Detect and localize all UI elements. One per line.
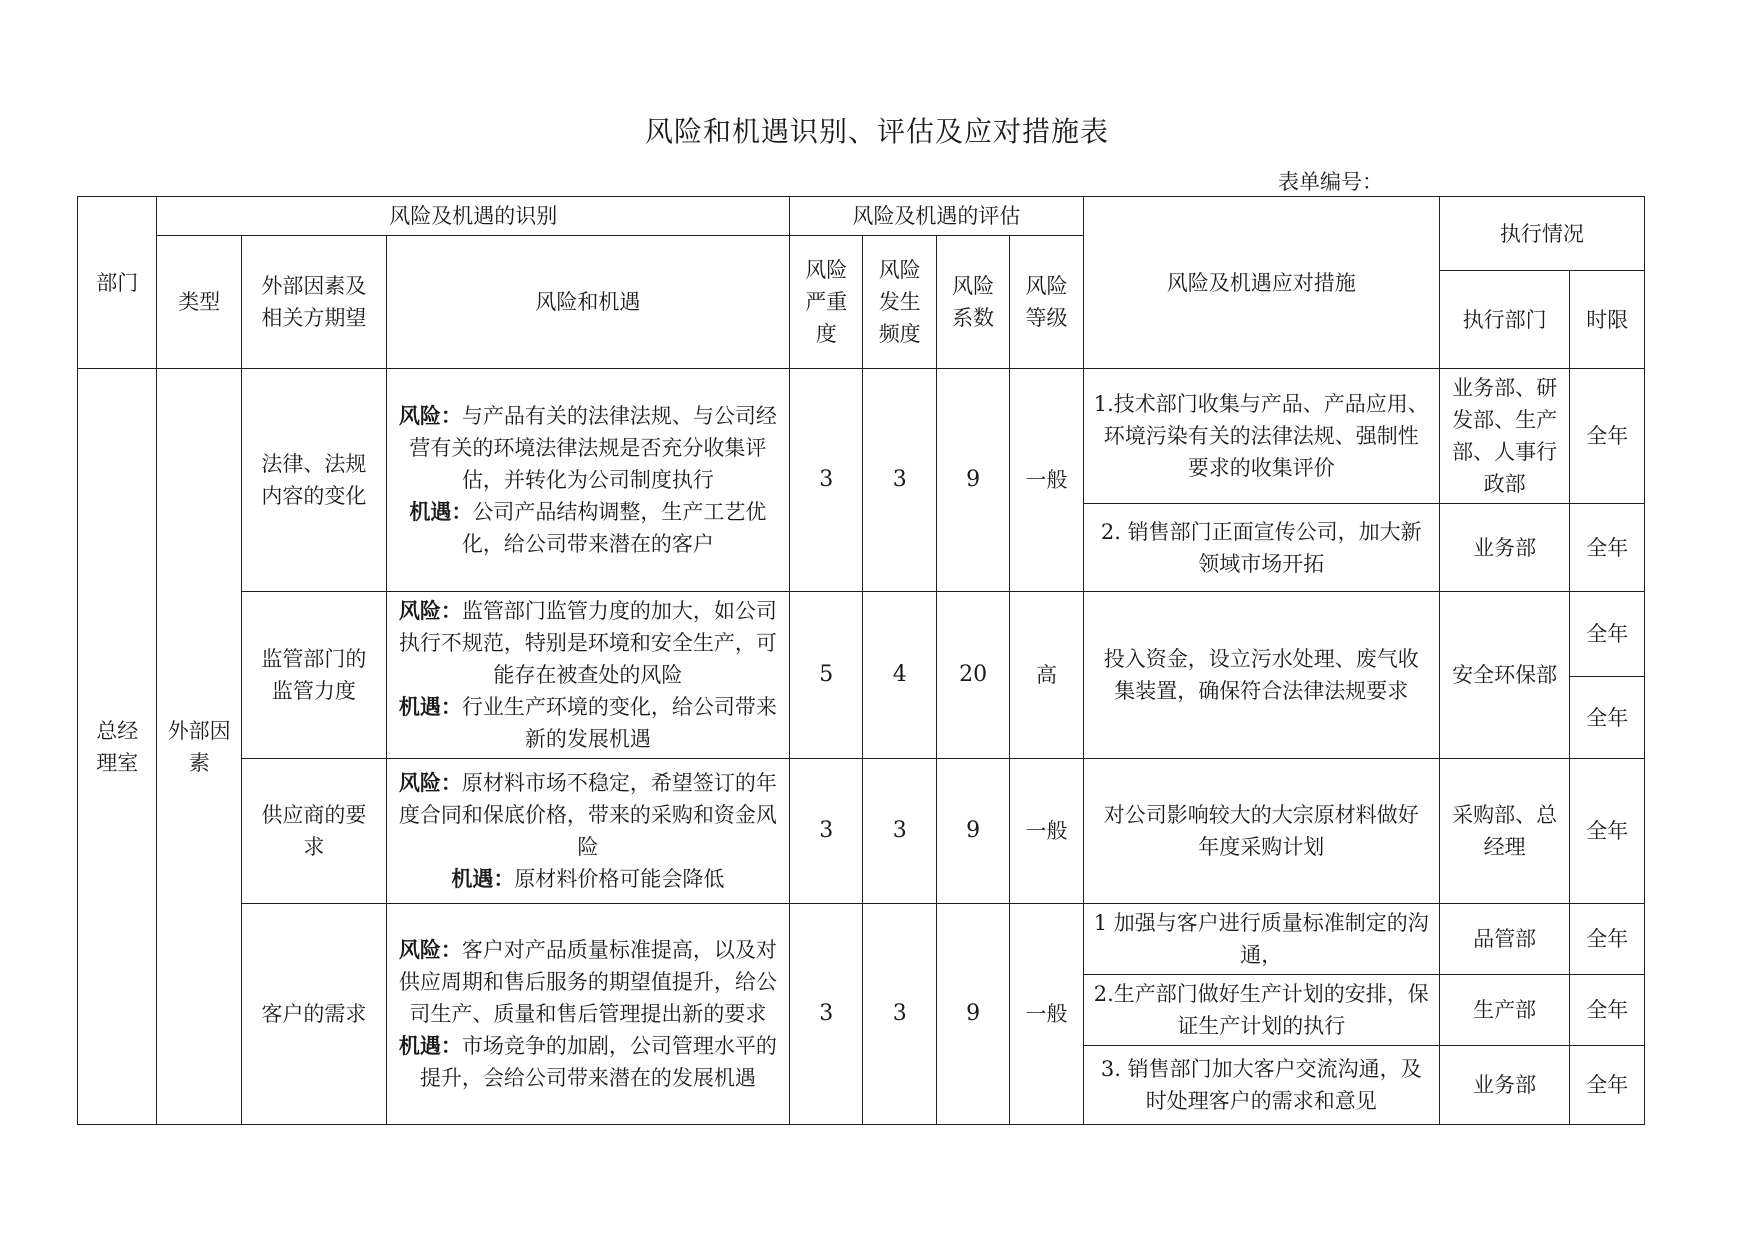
department-cell: 总经理室: [78, 369, 157, 1125]
deadline-cell: 全年: [1570, 592, 1645, 677]
factor-cell: 法律、法规内容的变化: [241, 369, 386, 592]
opportunity-label: 机遇：: [398, 694, 462, 719]
measure-cell: 2.生产部门做好生产计划的安排，保证生产计划的执行: [1083, 975, 1439, 1046]
severity-cell: 3: [790, 759, 863, 904]
risk-opportunity-cell: [386, 369, 789, 592]
severity-cell: 5: [790, 592, 863, 759]
deadline-cell: 全年: [1570, 504, 1645, 592]
level-cell: 高: [1010, 592, 1083, 759]
exec-dept-cell: 生产部: [1439, 975, 1570, 1046]
frequency-cell: 4: [863, 592, 936, 759]
header-external-factors: 外部因素及相关方期望: [241, 236, 386, 369]
document-title: 风险和机遇识别、评估及应对措施表: [644, 115, 1109, 148]
measure-cell: 3. 销售部门加大客户交流沟通，及时处理客户的需求和意见: [1083, 1046, 1439, 1125]
frequency-cell: 3: [863, 904, 936, 1125]
header-exec-dept: 执行部门: [1439, 271, 1570, 369]
measure-cell: 1 加强与客户进行质量标准制定的沟通，: [1083, 904, 1439, 975]
header-row-1: [78, 197, 1645, 236]
frequency-cell: 3: [863, 759, 936, 904]
deadline-cell: 全年: [1570, 904, 1645, 975]
opportunity-text: 公司产品结构调整，生产工艺优化，给公司带来潜在的客户: [461, 500, 767, 556]
table-row: [78, 369, 1645, 504]
exec-dept-cell: 业务部: [1439, 504, 1570, 592]
deadline-cell: 全年: [1570, 677, 1645, 759]
risk-text: 监管部门监管力度的加大，如公司执行不规范，特别是环境和安全生产，可能存在被查处的风险: [398, 599, 777, 687]
opportunity-text: 原材料价格可能会降低: [514, 867, 725, 891]
level-cell: 一般: [1010, 904, 1083, 1125]
risk-label: 风险：: [398, 937, 462, 962]
measure-cell: 投入资金，设立污水处理、废气收集装置，确保符合法律法规要求: [1083, 592, 1439, 759]
risk-text: 客户对产品质量标准提高，以及对供应周期和售后服务的期望值提升，给公司生产、质量和售后管理提出新的要求: [398, 938, 777, 1026]
risk-opportunity-table: [77, 196, 1645, 1125]
header-risk-opportunity: 风险和机遇: [386, 236, 789, 369]
risk-text: 与产品有关的法律法规、与公司经营有关的环境法律法规是否充分收集评估，并转化为公司制度执行: [409, 404, 777, 492]
opportunity-label: 机遇：: [451, 866, 515, 891]
deadline-cell: 全年: [1570, 369, 1645, 504]
table-row: [78, 904, 1645, 975]
risk-text: 原材料市场不稳定，希望签订的年度合同和保底价格，带来的采购和资金风险: [398, 771, 777, 859]
level-cell: 一般: [1010, 369, 1083, 592]
header-identification: 风险及机遇的识别: [157, 197, 790, 236]
risk-opportunity-cell: [386, 759, 789, 904]
coefficient-cell: 9: [936, 369, 1009, 592]
risk-label: 风险：: [398, 598, 462, 623]
deadline-cell: 全年: [1570, 975, 1645, 1046]
header-measures: 风险及机遇应对措施: [1083, 197, 1439, 369]
factor-cell: 监管部门的监管力度: [241, 592, 386, 759]
severity-cell: 3: [790, 369, 863, 592]
header-deadline: 时限: [1570, 271, 1645, 369]
deadline-cell: 全年: [1570, 759, 1645, 904]
severity-cell: 3: [790, 904, 863, 1125]
header-execution: 执行情况: [1439, 197, 1644, 271]
level-cell: 一般: [1010, 759, 1083, 904]
table-row: [78, 592, 1645, 677]
exec-dept-cell: 安全环保部: [1439, 592, 1570, 759]
type-cell: 外部因素: [157, 369, 241, 1125]
exec-dept-cell: 采购部、总经理: [1439, 759, 1570, 904]
measure-cell: 对公司影响较大的大宗原材料做好年度采购计划: [1083, 759, 1439, 904]
header-department: 部门: [78, 197, 157, 369]
coefficient-cell: 9: [936, 904, 1009, 1125]
header-frequency: 风险发生频度: [863, 236, 936, 369]
exec-dept-cell: 业务部、研发部、生产部、人事行政部: [1439, 369, 1570, 504]
header-severity: 风险严重度: [790, 236, 863, 369]
opportunity-text: 行业生产环境的变化，给公司带来新的发展机遇: [461, 695, 777, 751]
form-number-label: 表单编号：: [1278, 170, 1383, 194]
frequency-cell: 3: [863, 369, 936, 592]
deadline-cell: 全年: [1570, 1046, 1645, 1125]
header-evaluation: 风险及机遇的评估: [790, 197, 1084, 236]
exec-dept-cell: 品管部: [1439, 904, 1570, 975]
coefficient-cell: 20: [936, 592, 1009, 759]
risk-opportunity-cell: [386, 904, 789, 1125]
exec-dept-cell: 业务部: [1439, 1046, 1570, 1125]
opportunity-label: 机遇：: [398, 1033, 462, 1058]
header-coefficient: 风险系数: [936, 236, 1009, 369]
factor-cell: 客户的需求: [241, 904, 386, 1125]
table-row: [78, 759, 1645, 904]
risk-opportunity-cell: [386, 592, 789, 759]
risk-label: 风险：: [398, 770, 462, 795]
measure-cell: 2. 销售部门正面宣传公司，加大新领域市场开拓: [1083, 504, 1439, 592]
header-type: 类型: [157, 236, 241, 369]
opportunity-label: 机遇：: [409, 499, 473, 524]
factor-cell: 供应商的要求: [241, 759, 386, 904]
opportunity-text: 市场竞争的加剧，公司管理水平的提升，会给公司带来潜在的发展机遇: [419, 1034, 777, 1090]
header-level: 风险等级: [1010, 236, 1083, 369]
coefficient-cell: 9: [936, 759, 1009, 904]
risk-label: 风险：: [398, 403, 462, 428]
measure-cell: 1.技术部门收集与产品、产品应用、环境污染有关的法律法规、强制性要求的收集评价: [1083, 369, 1439, 504]
